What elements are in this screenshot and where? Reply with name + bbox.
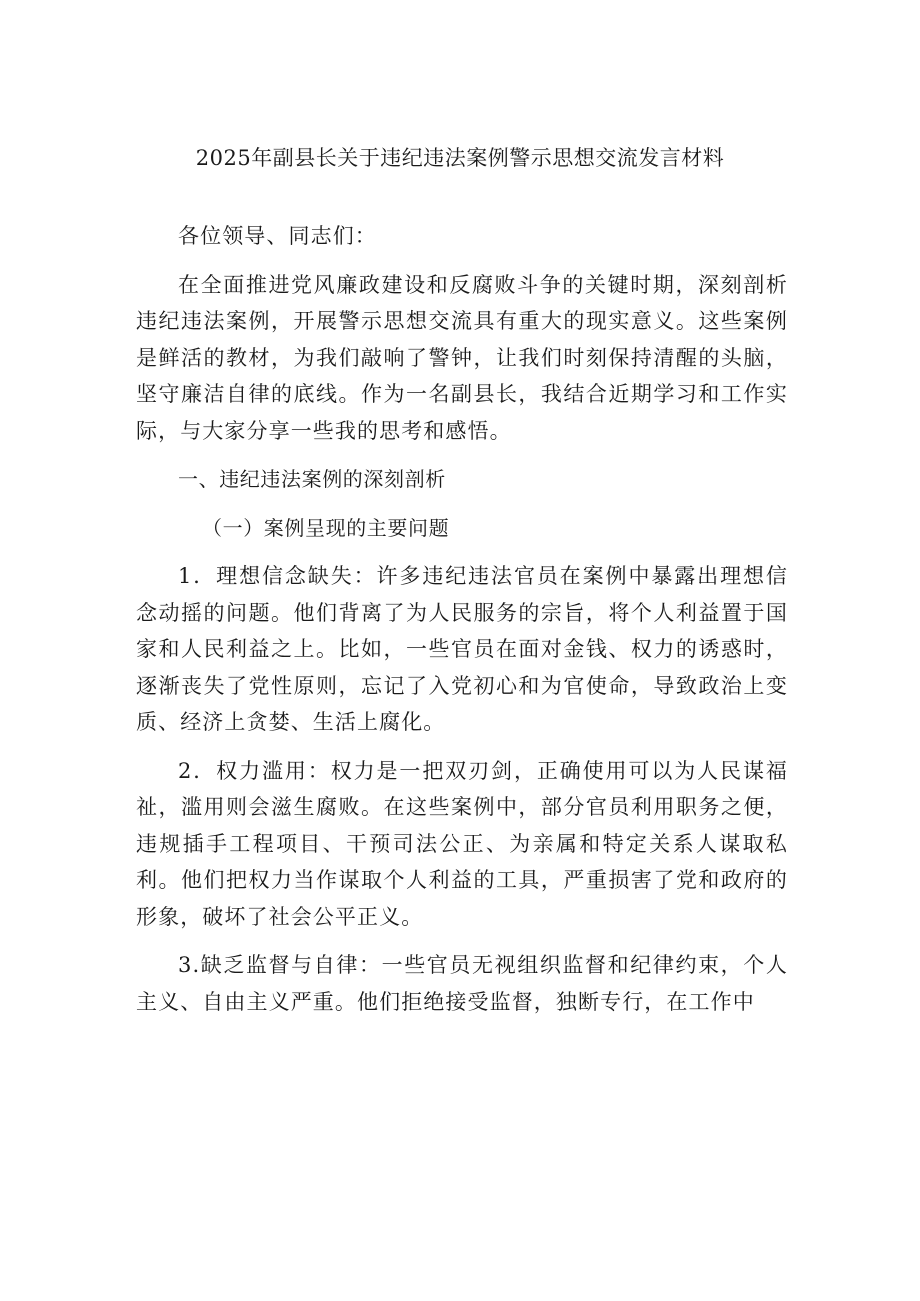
- document-body: [136, 218, 788, 1020]
- subsection-heading: （一）案例呈现的主要问题: [202, 515, 450, 540]
- list-item-ideals: 1．理想信念缺失：许多违纪违法官员在案例中暴露出理想信念动摇的问题。他们背离了为人民服务的宗旨，将个人利益置于国家和人民利益之上。比如，一些官员在面对金钱、权力的诱惑时，逐渐丧失了党性原则，忘记了入党初心和为官使命，导致政治上变质、经济上贪婪、生活上腐化。: [136, 564, 788, 734]
- salutation: 各位领导、同志们：: [178, 224, 377, 248]
- section-heading: 一、违纪违法案例的深刻剖析: [178, 467, 446, 491]
- list-item-supervision: 3.缺乏监督与自律：一些官员无视组织监督和纪律约束，个人主义、自由主义严重。他们拒绝接受监督，独断专行，在工作中: [136, 953, 788, 1014]
- intro-paragraph: 在全面推进党风廉政建设和反腐败斗争的关键时期，深刻剖析违纪违法案例，开展警示思想交流具有重大的现实意义。这些案例是鲜活的教材，为我们敲响了警钟，让我们时刻保持清醒的头脑，坚守廉洁自律的底线。作为一名副县长，我结合近期学习和工作实际，与大家分享一些我的思考和感悟。: [136, 272, 788, 443]
- list-item-power-abuse: 2．权力滥用：权力是一把双刃剑，正确使用可以为人民谋福祉，滥用则会滋生腐败。在这些案例中，部分官员利用职务之便，违规插手工程项目、干预司法公正、为亲属和特定关系人谋取私利。他们把权力当作谋取个人利益的工具，严重损害了党和政府的形象，破坏了社会公平正义。: [136, 758, 788, 929]
- document-title: 2025年副县长关于违纪违法案例警示思想交流发言材料: [195, 146, 725, 170]
